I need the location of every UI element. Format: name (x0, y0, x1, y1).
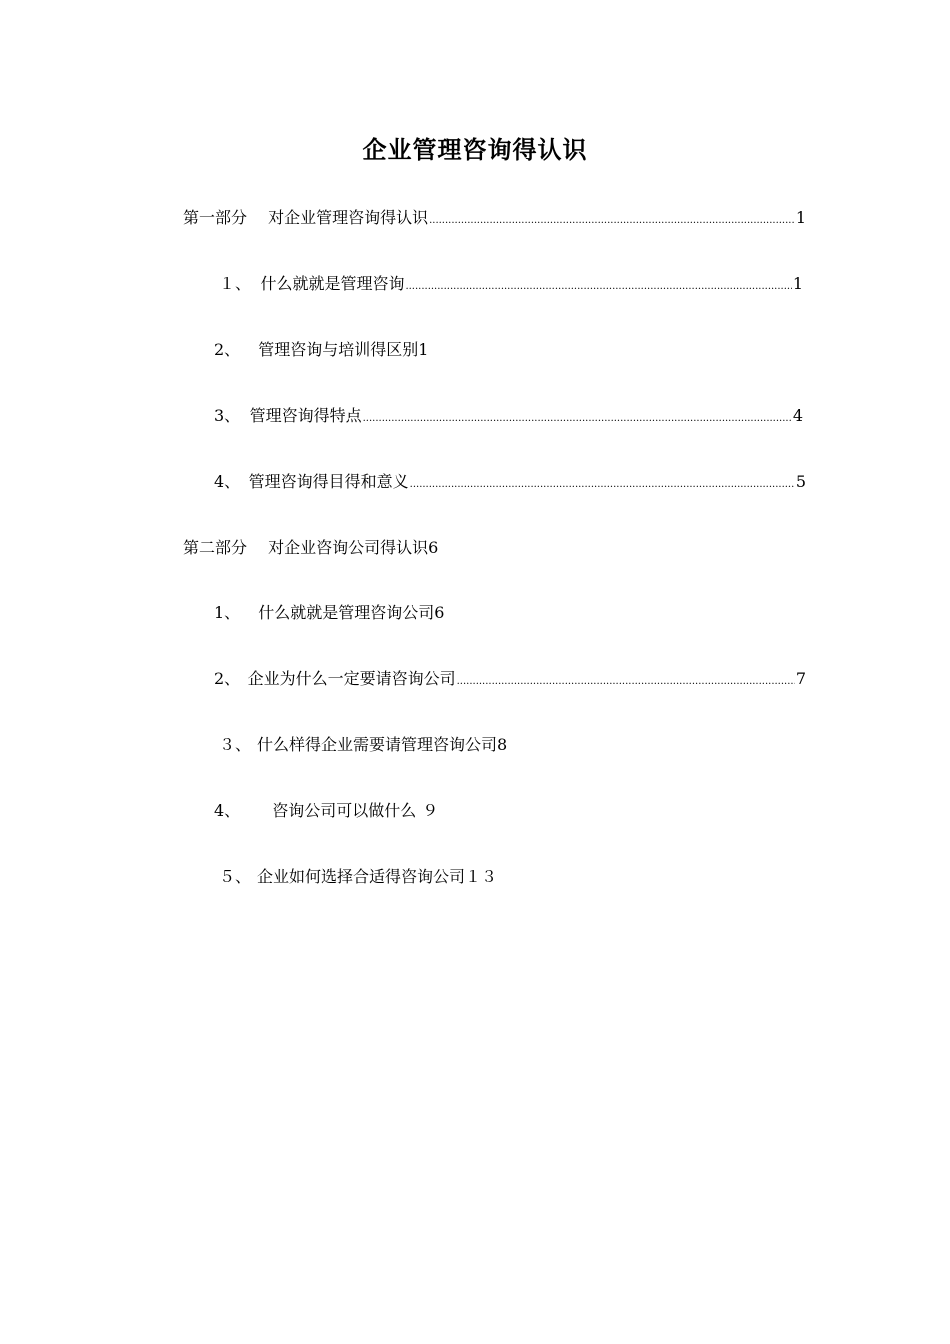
toc-item-page: 1 (792, 274, 803, 293)
toc-item-label: 管理咨询得目得和意义 (248, 472, 409, 491)
toc-entry-2-2 (214, 667, 806, 694)
toc-leader (405, 275, 791, 299)
toc-entry-2-5 (219, 865, 497, 889)
toc-item-number: ３、 (219, 735, 252, 754)
toc-item-label: 企业如何选择合适得咨询公司 (257, 867, 466, 886)
toc-item-label: 管理咨询与培训得区别 (258, 340, 419, 359)
toc-part2-label: 第二部分 对企业咨询公司得认识 (183, 538, 429, 557)
toc-part2-page: 6 (428, 538, 439, 557)
toc-item-number: 1、 (214, 603, 241, 622)
toc-item-number: 2、 (214, 340, 241, 359)
toc-item-page: ９ (422, 801, 439, 820)
page-title: 企业管理咨询得认识 (362, 136, 588, 164)
toc-entry-part1 (183, 206, 806, 233)
toc-item-label: 管理咨询得特点 (249, 406, 362, 425)
toc-item-page: 6 (434, 603, 445, 622)
toc-item-number: 3、 (214, 406, 241, 425)
toc-leader (429, 209, 795, 233)
toc-item-label: 什么就就是管理咨询公司 (258, 603, 435, 622)
toc-leader (363, 407, 792, 431)
toc-entry-2-4 (214, 799, 438, 823)
toc-item-page: 5 (795, 472, 806, 491)
toc-entry-1-3 (214, 404, 803, 431)
toc-item-page: 8 (497, 735, 508, 754)
toc-leader (410, 473, 795, 497)
toc-entry-2-3 (219, 733, 507, 757)
toc-item-label: 企业为什么一定要请咨询公司 (247, 669, 456, 688)
toc-entry-1-1 (219, 272, 803, 299)
toc-item-page: 4 (792, 406, 803, 425)
toc-part1-page: 1 (795, 208, 806, 227)
toc-item-number: 4、 (214, 472, 241, 491)
toc-item-label: 什么样得企业需要请管理咨询公司 (257, 735, 498, 754)
toc-item-number: 4、 (214, 801, 241, 820)
toc-part1-label: 第一部分 对企业管理咨询得认识 (183, 208, 429, 227)
toc-entry-1-2 (214, 338, 428, 362)
toc-item-number: 2、 (214, 669, 241, 688)
toc-leader (457, 670, 795, 694)
toc-item-number: ５、 (219, 867, 252, 886)
toc-item-page: 1 (418, 340, 429, 359)
toc-item-number: １、 (219, 274, 252, 293)
toc-item-page: 7 (795, 669, 806, 688)
toc-item-page: １３ (465, 867, 498, 886)
toc-entry-1-4 (214, 470, 806, 497)
toc-item-label: 咨询公司可以做什么 (272, 801, 417, 820)
toc-item-label: 什么就就是管理咨询 (260, 274, 405, 293)
toc-entry-part2 (183, 536, 438, 560)
toc-entry-2-1 (214, 601, 444, 625)
